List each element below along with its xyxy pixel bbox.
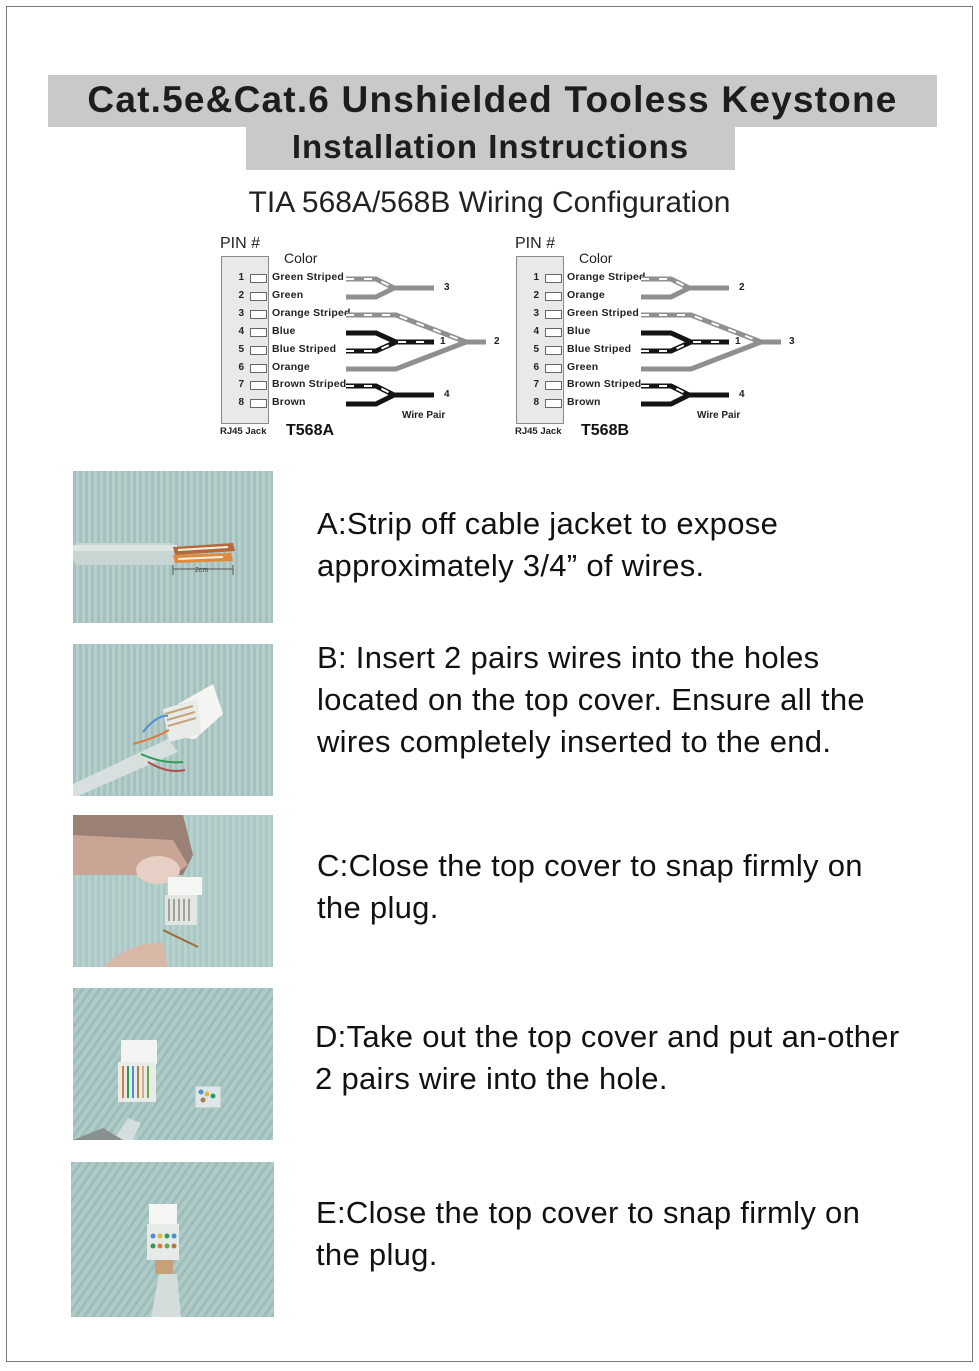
wire-pin8 [641,395,729,404]
insert-wires-photo [73,644,273,796]
pin-number: 5 [238,344,244,355]
wire-pin2 [641,288,729,297]
pin-number: 4 [238,326,244,337]
wire-pair-number: 2 [494,336,500,347]
pin-color-label: Blue [567,325,591,337]
pin-number: 1 [533,272,539,283]
pin-color-label: Orange [567,289,605,301]
wire-pair-number: 1 [735,336,741,347]
pin-number: 6 [238,362,244,373]
wire-pair-number: 2 [739,282,745,293]
pin-color-label: Blue Striped [272,343,337,355]
pin-color-label: Brown [272,396,306,408]
wiring-diagram-t568b [511,234,795,444]
title-banner-line2 [246,126,735,170]
finished-keystone-photo [71,1162,274,1317]
step-e-text: E:Close the top cover to snap firmly on the plug. [316,1195,861,1272]
color-header: Color [284,250,318,266]
wire-pin6 [641,342,781,369]
pin-color-label: Green [567,361,599,373]
title-line1: Cat.5e&Cat.6 Unshielded Tooless Keystone [87,79,898,120]
pin-number: 3 [238,308,244,319]
wire-pair-label: Wire Pair [697,410,741,421]
pin-color-label: Green Striped [567,307,640,319]
color-header: Color [579,250,613,266]
step-d-text: D:Take out the top cover and put an-other 2 pairs wire into the hole. [315,1019,900,1096]
step-a-text: A:Strip off cable jacket to expose approximately 3/4” of wires. [317,506,779,583]
close-cover-photo [73,815,273,967]
pin-number: 7 [238,379,244,390]
second-pairs-photo [73,988,273,1140]
step-c-text: C:Close the top cover to snap firmly on the plug. [317,848,863,925]
wire-pin6 [346,342,486,369]
pin-header: PIN # [220,235,261,252]
wire-pair-number: 3 [789,336,795,347]
wire-pin3-stripe [346,315,486,342]
pin-number: 5 [533,344,539,355]
pin-number: 8 [533,397,539,408]
wire-pin5 [641,342,729,351]
pin-number: 2 [238,290,244,301]
pin-color-label: Green Striped [272,271,345,283]
wire-pin3 [641,315,781,342]
measure-caption: 2cm [195,567,209,574]
title-line2: Installation Instructions [291,128,690,165]
pin-color-label: Orange Striped [567,271,646,283]
pin-number: 3 [533,308,539,319]
pin-color-label: Brown [567,396,601,408]
pin-color-label: Orange Striped [272,307,351,319]
jack-label: RJ45 Jack [220,426,267,437]
pin-color-label: Orange [272,361,310,373]
wire-pair-number: 4 [444,389,450,400]
wire-pair-number: 4 [739,389,745,400]
standard-label: T568B [581,422,630,439]
wire-pair-number: 1 [440,336,446,347]
pin-number: 8 [238,397,244,408]
wiring-diagram-t568a [216,234,500,444]
pin-color-label: Brown Striped [272,378,347,390]
wire-pin2 [346,288,434,297]
pin-number: 1 [238,272,244,283]
wire-pair-label: Wire Pair [402,410,446,421]
pin-number: 7 [533,379,539,390]
pin-color-label: Blue [272,325,296,337]
pin-color-label: Blue Striped [567,343,632,355]
pin-color-label: Brown Striped [567,378,642,390]
pin-color-label: Green [272,289,304,301]
pin-number: 6 [533,362,539,373]
standard-label: T568A [286,422,335,439]
wire-pin3 [346,315,486,342]
stripped-cable-photo [73,471,273,623]
wire-pin3-stripe [641,315,781,342]
title-banner-line1 [48,75,937,127]
pin-number: 4 [533,326,539,337]
wire-pair-number: 3 [444,282,450,293]
wire-pin5 [346,342,434,351]
pin-header: PIN # [515,235,556,252]
step-b-text: B: Insert 2 pairs wires into the holes located on the top cover. Ensure all the wires completely inserted to the end. [317,640,865,759]
jack-label: RJ45 Jack [515,426,562,437]
pin-number: 2 [533,290,539,301]
wire-pin8 [346,395,434,404]
wiring-subtitle: TIA 568A/568B Wiring Configuration [248,186,731,219]
